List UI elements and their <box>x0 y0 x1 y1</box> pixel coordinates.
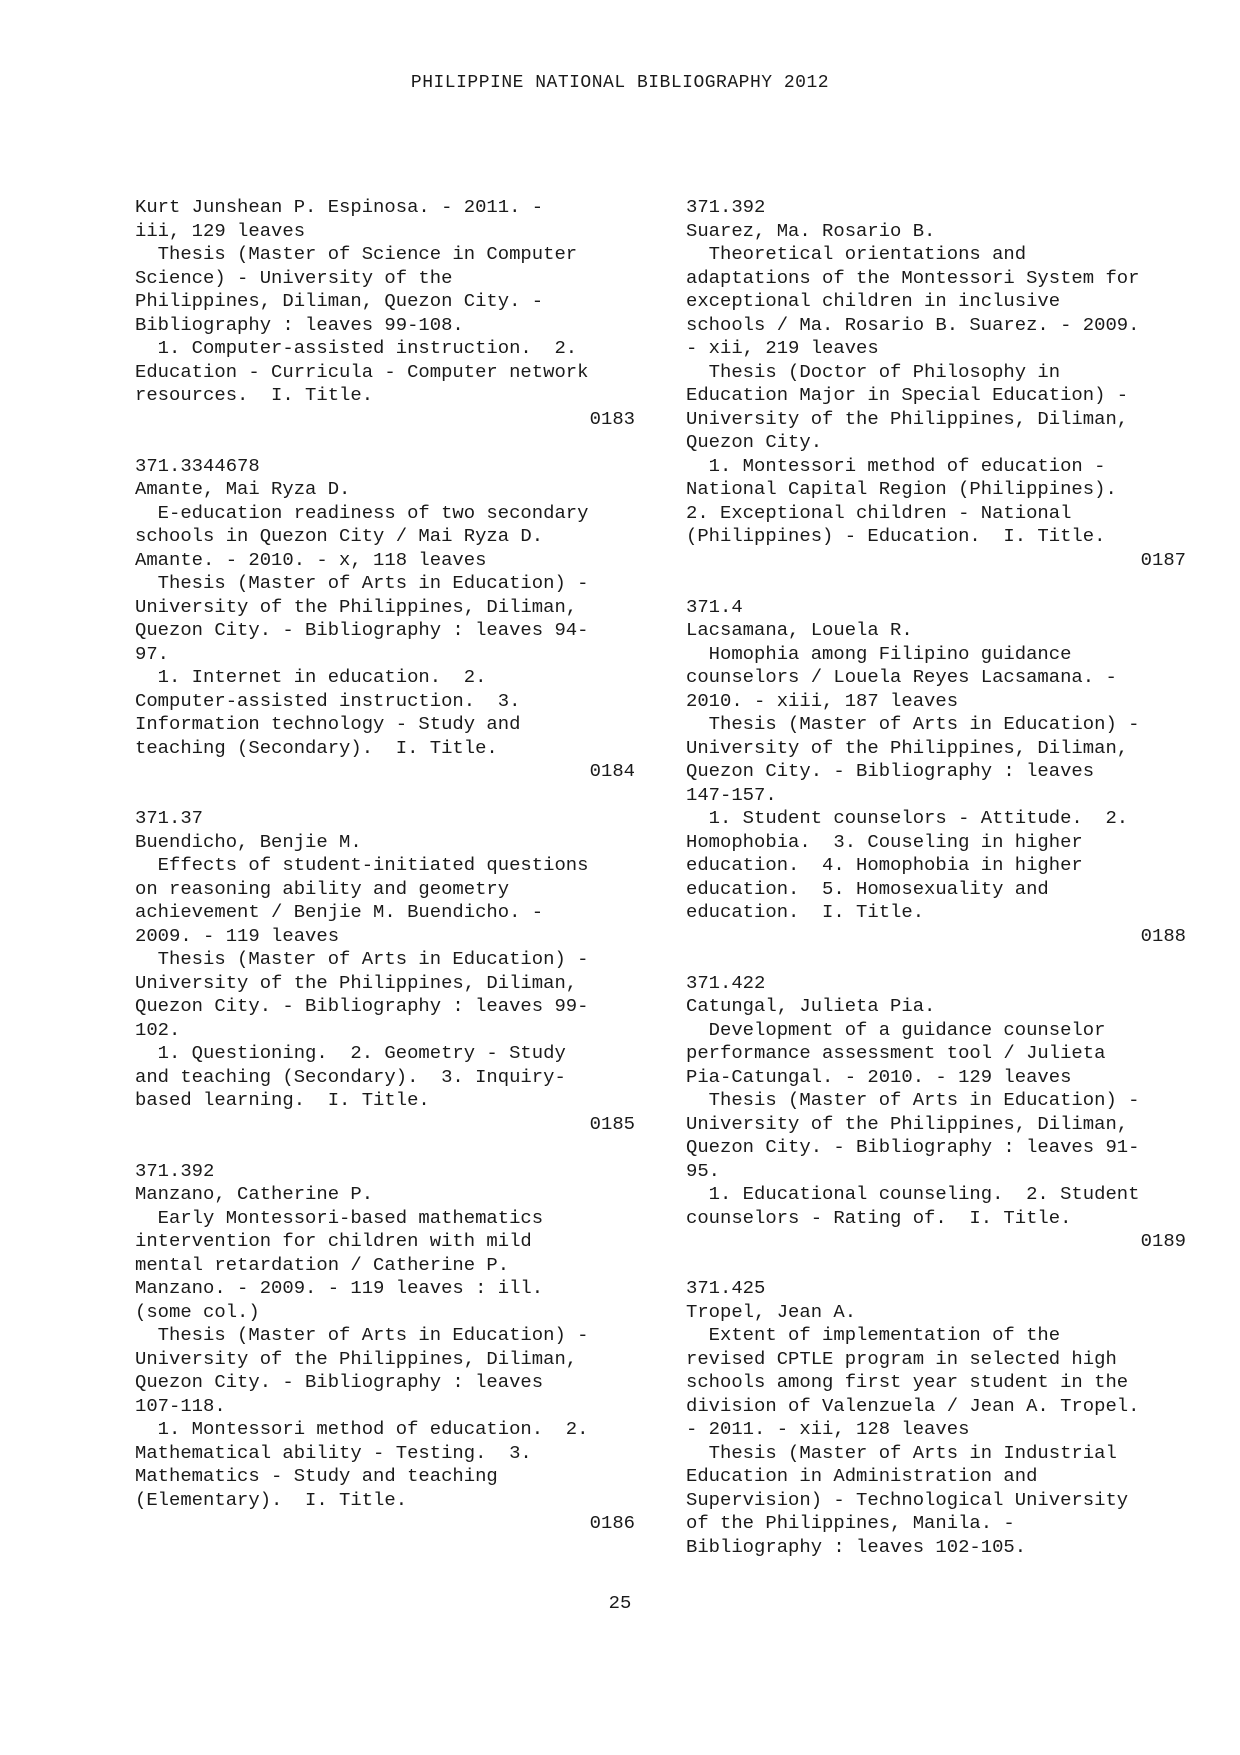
entry-line: 107-118. <box>135 1394 226 1417</box>
entry-line: Thesis (Doctor of Philosophy in <box>686 360 1061 383</box>
entry-line: adaptations of the Montessori System for <box>686 266 1140 289</box>
bibliography-entry <box>135 1160 635 1536</box>
entry-line: achievement / Benjie M. Buendicho. - <box>135 901 544 923</box>
entry-line: Mathematical ability - Testing. 3. <box>135 1441 532 1464</box>
entry-number: 0183 <box>589 407 635 430</box>
entry-line: - xii, 219 leaves <box>686 337 879 359</box>
entry-line: Theoretical orientations and <box>686 243 1027 265</box>
entry-line: schools among first year student in the <box>686 1371 1129 1393</box>
entry-line: University of the Philippines, Diliman, <box>686 1112 1129 1135</box>
entry-line: Bibliography : leaves 99-108. <box>135 313 464 336</box>
entry-line: University of the Philippines, Diliman, <box>686 736 1129 759</box>
entry-number: 0188 <box>1140 924 1186 947</box>
entry-line: Suarez, Ma. Rosario B. <box>686 219 936 242</box>
page-header: PHILIPPINE NATIONAL BIBLIOGRAPHY 2012 <box>410 73 830 93</box>
entry-line: exceptional children in inclusive <box>686 290 1061 312</box>
entry-line: Thesis (Master of Arts in Education) - <box>686 1089 1140 1111</box>
entry-line: Computer-assisted instruction. 3. <box>135 689 521 712</box>
entry-line: Thesis (Master of Arts in Industrial <box>686 1441 1117 1464</box>
entry-line: Thesis (Master of Arts in Education) - <box>686 713 1140 735</box>
entry-line: Thesis (Master of Arts in Education) - <box>135 948 589 970</box>
entry-line: Education - Curricula - Computer network <box>135 360 589 383</box>
entry-line: resources. I. Title. <box>135 384 374 406</box>
entry-line: based learning. I. Title. <box>135 1089 430 1111</box>
entry-line: Manzano, Catherine P. <box>135 1183 374 1205</box>
entry-line: 371.425 <box>686 1277 766 1299</box>
entry-line: 102. <box>135 1018 181 1041</box>
entry-line: 1. Montessori method of education. 2. <box>135 1418 589 1440</box>
entry-line: University of the Philippines, Diliman, <box>135 971 578 994</box>
entry-line: 1. Student counselors - Attitude. 2. <box>686 807 1129 829</box>
entry-line: 95. <box>686 1159 721 1182</box>
entry-line: Pia-Catungal. - 2010. - 129 leaves <box>686 1065 1072 1088</box>
bibliography-entry <box>686 1277 1186 1559</box>
entry-line: Mathematics - Study and teaching <box>135 1465 498 1487</box>
entry-line: 2010. - xiii, 187 leaves <box>686 689 959 712</box>
entry-line: 371.422 <box>686 971 766 994</box>
entry-line: Bibliography : leaves 102-105. <box>686 1535 1027 1558</box>
entry-line: University of the Philippines, Diliman, <box>135 595 578 618</box>
bibliography-entry <box>686 196 1186 572</box>
entry-line: 97. <box>135 642 170 665</box>
entry-line: mental retardation / Catherine P. <box>135 1253 510 1276</box>
entry-line: revised CPTLE program in selected high <box>686 1347 1117 1370</box>
entry-line: on reasoning ability and geometry <box>135 877 510 900</box>
entry-line: Amante, Mai Ryza D. <box>135 478 351 500</box>
entry-line: 1. Montessori method of education - <box>686 454 1106 477</box>
entry-line: counselors - Rating of. I. Title. <box>686 1206 1072 1229</box>
entry-line: Education Major in Special Education) - <box>686 384 1129 406</box>
entry-line: Science) - University of the <box>135 266 453 289</box>
entry-line: education. 5. Homosexuality and <box>686 877 1049 900</box>
entry-line: 371.392 <box>135 1159 215 1182</box>
entry-line: intervention for children with mild <box>135 1230 532 1252</box>
bibliography-entry <box>135 807 635 1136</box>
entry-line: Catungal, Julieta Pia. <box>686 995 936 1017</box>
entry-line: counselors / Louela Reyes Lacsamana. - <box>686 666 1117 688</box>
entry-line: Thesis (Master of Science in Computer <box>135 243 578 265</box>
entry-line: Development of a guidance counselor <box>686 1018 1106 1041</box>
entry-line: iii, 129 leaves <box>135 219 306 242</box>
entry-number: 0186 <box>589 1512 635 1534</box>
entry-line: 1. Questioning. 2. Geometry - Study <box>135 1042 566 1064</box>
entry-line: University of the Philippines, Diliman, <box>135 1347 578 1370</box>
entry-line: Supervision) - Technological University <box>686 1488 1129 1511</box>
entry-line: 371.392 <box>686 196 766 218</box>
entry-line: Quezon City. - Bibliography : leaves <box>135 1371 544 1393</box>
entry-number: 0187 <box>1140 548 1186 571</box>
entry-line: performance assessment tool / Julieta <box>686 1042 1106 1064</box>
entry-line: 1. Computer-assisted instruction. 2. <box>135 337 578 359</box>
entry-number: 0185 <box>589 1112 635 1135</box>
bibliography-entry <box>135 196 635 431</box>
entry-line: (some col.) <box>135 1300 260 1323</box>
entry-line: - 2011. - xii, 128 leaves <box>686 1418 970 1440</box>
entry-line: schools in Quezon City / Mai Ryza D. <box>135 525 544 547</box>
entry-line: (Elementary). I. Title. <box>135 1488 408 1511</box>
entry-line: Amante. - 2010. - x, 118 leaves <box>135 548 487 571</box>
left-column <box>135 196 635 1559</box>
entry-line: Extent of implementation of the <box>686 1324 1061 1346</box>
entry-line: education. I. Title. <box>686 901 925 923</box>
entry-line: Kurt Junshean P. Espinosa. - 2011. - <box>135 196 544 218</box>
entry-number: 0184 <box>589 760 635 782</box>
entry-line: Quezon City. - Bibliography : leaves 91- <box>686 1136 1140 1158</box>
entry-line: 2009. - 119 leaves <box>135 924 340 947</box>
entry-line: teaching (Secondary). I. Title. <box>135 736 498 759</box>
right-column <box>686 196 1186 1583</box>
entry-line: Quezon City. - Bibliography : leaves <box>686 760 1095 782</box>
entry-line: University of the Philippines, Diliman, <box>686 407 1129 430</box>
entry-line: Homophia among Filipino guidance <box>686 642 1072 665</box>
bibliography-entry <box>686 596 1186 949</box>
entry-line: Education in Administration and <box>686 1465 1038 1487</box>
entry-line: Quezon City. - Bibliography : leaves 99- <box>135 995 589 1017</box>
entry-line: Early Montessori-based mathematics <box>135 1206 544 1229</box>
entry-line: Thesis (Master of Arts in Education) - <box>135 1324 589 1346</box>
entry-line: 371.4 <box>686 595 743 618</box>
entry-line: Lacsamana, Louela R. <box>686 619 913 641</box>
entry-line: 2. Exceptional children - National <box>686 501 1072 524</box>
entry-line: 371.3344678 <box>135 454 260 477</box>
entry-line: education. 4. Homophobia in higher <box>686 854 1083 876</box>
entry-line: 1. Educational counseling. 2. Student <box>686 1183 1140 1205</box>
entry-line: division of Valenzuela / Jean A. Tropel. <box>686 1394 1140 1417</box>
entry-line: schools / Ma. Rosario B. Suarez. - 2009. <box>686 313 1140 336</box>
entry-line: and teaching (Secondary). 3. Inquiry- <box>135 1065 566 1088</box>
entry-line: Information technology - Study and <box>135 713 521 735</box>
page-number: 25 <box>608 1592 632 1614</box>
bibliography-entry <box>135 455 635 784</box>
bibliography-entry <box>686 972 1186 1254</box>
entry-line: of the Philippines, Manila. - <box>686 1512 1015 1534</box>
entry-line: Homophobia. 3. Couseling in higher <box>686 830 1083 853</box>
entry-line: Buendicho, Benjie M. <box>135 830 362 853</box>
entry-line: 371.37 <box>135 807 204 829</box>
entry-line: Tropel, Jean A. <box>686 1300 857 1323</box>
entry-line: 147-157. <box>686 783 777 806</box>
entry-line: National Capital Region (Philippines). <box>686 478 1117 500</box>
entry-line: Quezon City. - Bibliography : leaves 94- <box>135 619 589 641</box>
entry-line: Philippines, Diliman, Quezon City. - <box>135 290 544 312</box>
entry-number: 0189 <box>1140 1230 1186 1252</box>
entry-line: E-education readiness of two secondary <box>135 501 589 524</box>
entry-line: Quezon City. <box>686 431 823 453</box>
entry-line: Thesis (Master of Arts in Education) - <box>135 572 589 594</box>
entry-line: Effects of student-initiated questions <box>135 854 589 876</box>
entry-line: 1. Internet in education. 2. <box>135 666 487 688</box>
entry-line: (Philippines) - Education. I. Title. <box>686 525 1106 547</box>
entry-line: Manzano. - 2009. - 119 leaves : ill. <box>135 1277 544 1299</box>
